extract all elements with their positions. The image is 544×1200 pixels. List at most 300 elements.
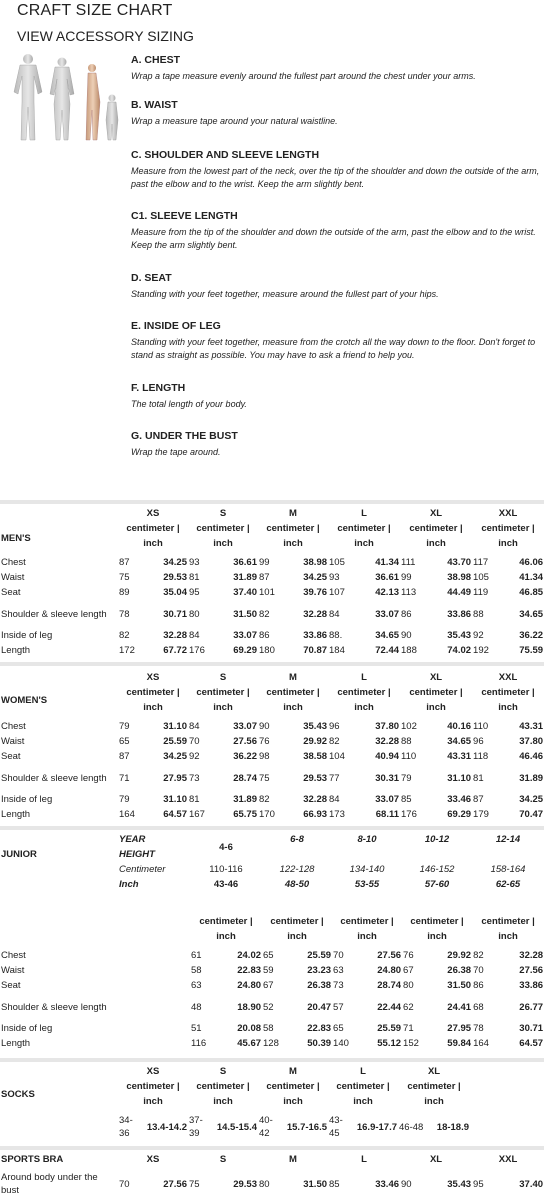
instruction-text: Measure from the lowest part of the neck, over the tip of the shoulder and down the outside of the arm, past the elbow and to the wrist. Keep the arm slightly bent. <box>131 166 540 189</box>
accessory-sizing-link[interactable]: VIEW ACCESSORY SIZING <box>17 28 194 44</box>
row-label: Chest <box>1 950 26 961</box>
size-header: L <box>361 1154 367 1165</box>
inch-value: 34.25 <box>163 751 187 762</box>
inch-value: 33.07 <box>233 630 257 641</box>
instruction-heading: G. UNDER THE BUST <box>131 430 238 442</box>
instruction-heading: D. SEAT <box>131 272 172 284</box>
cm-value: 65 <box>119 736 130 747</box>
inch-value: 32.28 <box>303 794 328 805</box>
size-header: XL <box>427 1066 441 1077</box>
cm-value: 58 <box>191 965 202 976</box>
cm-value: 80 <box>189 608 200 620</box>
inch-value: 24.41 <box>447 1001 472 1013</box>
divider <box>0 500 544 504</box>
inch-value: 66.93 <box>303 809 328 820</box>
inch-value: 34.65 <box>375 630 400 641</box>
row-label: Chest <box>1 721 26 732</box>
cm-value: 173 <box>329 809 345 820</box>
inch-value: 35.04 <box>163 587 187 598</box>
inch-value: 55.12 <box>377 1038 402 1049</box>
inch-value: 26.38 <box>447 965 472 976</box>
inch-value: 38.98 <box>447 572 472 583</box>
inch-value: 34.25 <box>303 572 328 583</box>
inch-value: 33.07 <box>375 608 400 620</box>
row-label: Seat <box>1 751 21 762</box>
cm-value: 82 <box>259 608 270 620</box>
unit-header: centimeter | inch <box>266 1081 320 1107</box>
height-inch: 48-50 <box>284 879 310 890</box>
cm-value: 78 <box>119 608 130 620</box>
womens-size-table <box>0 670 544 822</box>
instruction-waist <box>131 99 541 128</box>
inch-value: 25.59 <box>163 736 187 747</box>
cm-value: 86 <box>401 608 412 620</box>
size-header: M <box>289 1066 297 1077</box>
inch-value: 25.59 <box>377 1023 402 1034</box>
instruction-text: Standing with your feet together, measure around the fullest part of your hips. <box>131 289 439 299</box>
size-header: L <box>361 672 367 683</box>
row-label: Shoulder & sleeve length <box>1 608 107 620</box>
inch-value: 34.65 <box>519 608 544 620</box>
inch-value: 41.34 <box>375 557 400 568</box>
size-header: M <box>289 508 297 519</box>
cm-value: 102 <box>401 721 417 732</box>
height-cm: 122-128 <box>279 864 315 875</box>
cm-value: 89 <box>119 587 130 598</box>
us-size: 15.7-16.5 <box>286 1121 328 1133</box>
inch-value: 31.89 <box>519 772 544 784</box>
cm-value: 51 <box>191 1023 202 1034</box>
male-figure <box>14 54 42 140</box>
cm-value: 82 <box>473 950 484 961</box>
socks-size-table <box>0 1064 470 1141</box>
size-header: XL <box>429 672 443 683</box>
cm-value: 79 <box>119 794 130 805</box>
unit-header: centimeter | inch <box>266 687 320 713</box>
cm-value: 70 <box>189 736 200 747</box>
cm-value: 90 <box>401 630 412 641</box>
inch-value: 68.11 <box>375 809 400 820</box>
inch-value: 26.77 <box>519 1001 544 1013</box>
row-label: Inside of leg <box>1 630 53 641</box>
unit-header: centimeter | inch <box>126 1081 180 1107</box>
unit-header: centimeter | inch <box>407 1081 461 1107</box>
cm-value: 79 <box>119 721 130 732</box>
cm-value: 93 <box>189 557 200 568</box>
height-inch: 53-55 <box>354 879 380 890</box>
inch-value: 31.89 <box>233 794 257 805</box>
table-row <box>0 643 544 658</box>
cm-value: 84 <box>189 630 200 641</box>
eu-size: 37-39 <box>189 1115 203 1139</box>
cm-value: 105 <box>329 557 345 568</box>
unit-header: centimeter | inch <box>409 523 463 549</box>
cm-value: 87 <box>119 557 130 568</box>
cm-value: 70 <box>333 950 344 961</box>
cm-value: 164 <box>119 809 135 820</box>
cm-value: 184 <box>329 645 345 656</box>
unit-header: centimeter | inch <box>196 523 250 549</box>
inch-value: 28.74 <box>233 772 257 784</box>
cm-value: 71 <box>403 1023 414 1034</box>
unit-header: centimeter | inch <box>126 523 180 549</box>
section-title: JUNIOR <box>1 849 37 860</box>
inch-value: 37.80 <box>375 721 400 732</box>
inch-value: 27.56 <box>377 950 402 961</box>
cm-value: 180 <box>259 645 275 656</box>
inch-value: 27.95 <box>163 772 187 784</box>
inch-value: 28.74 <box>377 980 402 991</box>
mens-size-table <box>0 506 544 658</box>
inch-value: 22.83 <box>237 965 262 976</box>
size-header: M <box>289 1154 297 1165</box>
inch-value: 43.31 <box>519 721 544 732</box>
cm-value: 71 <box>119 772 130 784</box>
cm-value: 119 <box>473 587 489 598</box>
female-side-figure <box>86 64 100 140</box>
inch-value: 74.02 <box>447 645 472 656</box>
cm-value: 99 <box>259 557 270 568</box>
inch-value: 46.46 <box>519 751 544 762</box>
unit-header: centimeter | inch <box>196 687 250 713</box>
inch-value: 27.56 <box>519 965 544 976</box>
inch-value: 43.70 <box>447 557 472 568</box>
row-label: Shoulder & sleeve length <box>1 772 107 784</box>
cm-value: 105 <box>473 572 489 583</box>
inch-value: 40.94 <box>375 751 400 762</box>
size-header: XS <box>146 1066 160 1077</box>
inch-value: 72.44 <box>375 645 400 656</box>
unit-header: centimeter | inch <box>126 687 180 713</box>
cm-value: 81 <box>189 794 200 805</box>
instruction-heading: F. LENGTH <box>131 382 186 394</box>
instruction-heading: C1. SLEEVE LENGTH <box>131 210 238 222</box>
inch-value: 32.28 <box>163 630 187 641</box>
junior-size-table <box>0 914 544 1051</box>
unit-header: centimeter | inch <box>196 1081 250 1107</box>
cm-value: 84 <box>189 721 200 732</box>
unit-header: centimeter | inch <box>336 1081 390 1107</box>
size-header: XS <box>146 1154 160 1165</box>
instruction-text: Wrap a tape measure evenly around the fullest part around the chest under your arms. <box>131 71 476 81</box>
inch-value: 37.40 <box>519 1178 544 1190</box>
table-row <box>0 555 544 570</box>
table-row <box>0 807 544 822</box>
inch-value: 31.10 <box>447 772 472 784</box>
cm-value: 110 <box>401 751 417 762</box>
inch-value: 59.84 <box>447 1038 472 1049</box>
inch-value: 27.56 <box>163 1178 187 1190</box>
cm-value: 86 <box>259 630 270 641</box>
inch-value: 40.16 <box>447 721 472 732</box>
cm-value: 73 <box>333 980 344 991</box>
age-header: 10-12 <box>424 834 450 845</box>
cm-value: 176 <box>401 809 417 820</box>
height-cm: 134-140 <box>349 864 385 875</box>
cm-value: 117 <box>473 557 489 568</box>
inch-value: 33.86 <box>519 980 544 991</box>
section-title: SPORTS BRA <box>1 1154 64 1165</box>
cm-value: 68 <box>473 1001 484 1013</box>
inch-value: 20.47 <box>307 1001 332 1013</box>
inch-value: 31.50 <box>233 608 257 620</box>
unit-header: centimeter | inch <box>337 687 391 713</box>
inch-value: 33.07 <box>375 794 400 805</box>
instruction-length <box>131 382 541 411</box>
row-label: Length <box>1 809 31 820</box>
us-size: 14.5-15.4 <box>216 1121 257 1133</box>
cm-value: 59 <box>263 965 274 976</box>
year-label: YEAR <box>119 834 146 845</box>
unit-header: centimeter | inch <box>270 916 324 942</box>
cm-value: 87 <box>119 751 130 762</box>
cm-value: 152 <box>403 1038 419 1049</box>
inch-value: 35.43 <box>447 630 472 641</box>
inch-value: 26.38 <box>307 980 332 991</box>
height-cm: 158-164 <box>490 864 526 875</box>
inch-label: Inch <box>119 879 139 890</box>
instruction-text: Wrap the tape around. <box>131 447 221 457</box>
cm-value: 128 <box>263 1038 279 1049</box>
inch-value: 35.43 <box>447 1178 472 1190</box>
unit-header: centimeter | inch <box>340 916 394 942</box>
inch-value: 36.22 <box>519 630 544 641</box>
age-header: 8-10 <box>357 834 377 845</box>
table-row <box>0 792 544 807</box>
row-label: Length <box>1 645 31 656</box>
inch-value: 69.29 <box>447 809 472 820</box>
inch-value: 34.65 <box>447 736 472 747</box>
cm-value: 76 <box>259 736 270 747</box>
cm-value: 85 <box>329 1178 340 1190</box>
row-label: Seat <box>1 587 21 598</box>
inch-value: 31.10 <box>163 721 187 732</box>
cm-value: 76 <box>403 950 414 961</box>
inch-value: 67.72 <box>163 645 187 656</box>
instruction-heading: C. SHOULDER AND SLEEVE LENGTH <box>131 149 320 161</box>
inch-value: 32.28 <box>375 736 400 747</box>
female-figure <box>50 58 74 141</box>
cm-value: 84 <box>329 608 340 620</box>
row-label: Waist <box>1 965 25 976</box>
section-title: MEN'S <box>1 532 31 544</box>
inch-value: 29.53 <box>233 1178 257 1190</box>
inch-value: 33.86 <box>447 608 472 620</box>
size-header: XXL <box>498 1154 518 1165</box>
inch-value: 30.71 <box>519 1023 544 1034</box>
inch-value: 33.86 <box>303 630 328 641</box>
unit-header: centimeter | inch <box>481 523 535 549</box>
cm-value: 188 <box>401 645 417 656</box>
cm-value: 63 <box>333 965 344 976</box>
inch-value: 39.76 <box>303 587 328 598</box>
cm-value: 88. <box>329 630 343 641</box>
height-cm: 110-116 <box>209 864 243 875</box>
row-label: Shoulder & sleeve length <box>1 1001 107 1013</box>
inch-value: 41.34 <box>519 572 544 583</box>
cm-value: 96 <box>473 736 484 747</box>
cm-value: 96 <box>329 721 340 732</box>
cm-value: 61 <box>191 950 202 961</box>
unit-header: centimeter | inch <box>266 523 320 549</box>
cm-value: 65 <box>263 950 274 961</box>
table-row <box>0 570 544 585</box>
inch-value: 20.08 <box>237 1023 262 1034</box>
inch-value: 69.29 <box>233 645 257 656</box>
inch-value: 24.02 <box>237 950 262 961</box>
eu-size: 34-36 <box>119 1115 133 1139</box>
inch-value: 36.61 <box>233 557 257 568</box>
cm-value: 80 <box>403 980 414 991</box>
cm-value: 73 <box>189 772 200 784</box>
inch-value: 42.13 <box>375 587 400 598</box>
inch-value: 30.71 <box>163 608 187 620</box>
row-label: Inside of leg <box>1 794 53 805</box>
cm-value: 90 <box>259 721 270 732</box>
inch-value: 18.90 <box>237 1001 262 1013</box>
instruction-under-bust <box>131 430 541 459</box>
inch-value: 35.43 <box>303 721 328 732</box>
cm-value: 67 <box>403 965 414 976</box>
inch-value: 29.92 <box>447 950 472 961</box>
page-title: CRAFT SIZE CHART <box>17 2 173 19</box>
cm-value: 111 <box>401 557 416 568</box>
unit-header: centimeter | inch <box>337 523 391 549</box>
cm-value: 84 <box>329 794 340 805</box>
divider <box>0 826 544 830</box>
cm-value: 81 <box>189 572 200 583</box>
cm-value: 82 <box>119 630 130 641</box>
table-row <box>0 978 544 993</box>
cm-value: 70 <box>473 965 484 976</box>
body-figures-illustration <box>4 52 124 144</box>
inch-value: 23.23 <box>307 965 332 976</box>
cm-value: 167 <box>189 809 205 820</box>
instruction-shoulder-sleeve <box>131 149 541 191</box>
table-row <box>0 734 544 749</box>
inch-value: 32.28 <box>303 608 328 620</box>
cm-value: 88 <box>473 608 484 620</box>
cm-value: 81 <box>473 772 484 784</box>
table-row <box>0 1170 544 1198</box>
inch-value: 34.25 <box>163 557 187 568</box>
height-cm: 146-152 <box>419 864 455 875</box>
height-label: HEIGHT <box>119 849 155 860</box>
table-row <box>0 628 544 643</box>
section-title: WOMEN'S <box>1 694 48 706</box>
inch-value: 24.80 <box>377 965 402 976</box>
cm-value: 85 <box>401 794 412 805</box>
table-row <box>0 1036 544 1051</box>
height-inch: 62-65 <box>495 879 521 890</box>
cm-value: 63 <box>191 980 202 991</box>
instruction-chest <box>131 54 541 83</box>
size-header: S <box>219 672 227 683</box>
inch-value: 46.85 <box>519 587 544 598</box>
eu-size: 43-45 <box>329 1115 343 1139</box>
inch-value: 38.98 <box>303 557 328 568</box>
divider <box>0 1058 544 1062</box>
table-row <box>0 764 544 792</box>
inch-value: 46.06 <box>519 557 544 568</box>
size-header: XS <box>146 672 160 683</box>
child-figure <box>106 95 118 141</box>
size-header: XL <box>429 1154 443 1165</box>
cm-value: 58 <box>263 1023 274 1034</box>
unit-header: centimeter | inch <box>481 687 535 713</box>
inch-value: 75.59 <box>519 645 544 656</box>
inch-value: 45.67 <box>237 1038 262 1049</box>
cm-value: 62 <box>403 1001 414 1013</box>
table-row <box>0 1113 470 1141</box>
row-label: Chest <box>1 557 26 568</box>
inch-value: 50.39 <box>307 1038 332 1049</box>
cm-value: 87 <box>259 572 270 583</box>
instruction-inside-leg <box>131 320 541 362</box>
row-label: Waist <box>1 736 25 747</box>
us-size: 18-18.9 <box>436 1121 470 1133</box>
cm-value: 101 <box>259 587 275 598</box>
size-header: S <box>219 1066 227 1077</box>
inch-value: 44.49 <box>447 587 472 598</box>
age-header: 4-6 <box>219 841 233 853</box>
instruction-heading: B. WAIST <box>131 99 178 111</box>
eu-size: 40-42 <box>259 1115 273 1139</box>
unit-header: centimeter | inch <box>410 916 464 942</box>
table-row <box>0 719 544 734</box>
cm-value: 75 <box>189 1178 200 1190</box>
cm-value: 164 <box>473 1038 489 1049</box>
inch-value: 31.50 <box>303 1178 328 1190</box>
inch-value: 24.80 <box>237 980 262 991</box>
height-inch: 57-60 <box>424 879 450 890</box>
cm-value: 110 <box>473 721 489 732</box>
unit-header: centimeter | inch <box>409 687 463 713</box>
unit-header: centimeter | inch <box>199 916 253 942</box>
table-row <box>0 600 544 628</box>
instruction-seat <box>131 272 541 301</box>
cm-value: 107 <box>329 587 345 598</box>
cm-value: 75 <box>119 572 130 583</box>
cm-value: 52 <box>263 1001 274 1013</box>
cm-value: 82 <box>329 736 340 747</box>
age-header: 12-14 <box>495 834 521 845</box>
cm-value: 79 <box>401 772 412 784</box>
divider <box>0 662 544 666</box>
divider <box>0 1146 544 1150</box>
inch-value: 30.31 <box>375 772 400 784</box>
inch-value: 32.28 <box>519 950 544 961</box>
sports-bra-size-table <box>0 1152 544 1198</box>
cm-value: 87 <box>473 794 484 805</box>
cm-value: 92 <box>189 751 200 762</box>
inch-value: 43.31 <box>447 751 472 762</box>
cm-value: 65 <box>333 1023 344 1034</box>
inch-value: 27.56 <box>233 736 257 747</box>
instruction-heading: E. INSIDE OF LEG <box>131 320 221 332</box>
centimeter-label: Centimeter <box>119 864 166 875</box>
cm-value: 93 <box>329 572 340 583</box>
inch-value: 70.47 <box>519 809 544 820</box>
inch-value: 29.92 <box>303 736 328 747</box>
inch-value: 22.44 <box>377 1001 402 1013</box>
cm-value: 118 <box>473 751 489 762</box>
cm-value: 78 <box>473 1023 484 1034</box>
cm-value: 82 <box>259 794 270 805</box>
cm-value: 98 <box>259 751 270 762</box>
table-row <box>0 963 544 978</box>
height-inch: 43-46 <box>213 879 239 890</box>
